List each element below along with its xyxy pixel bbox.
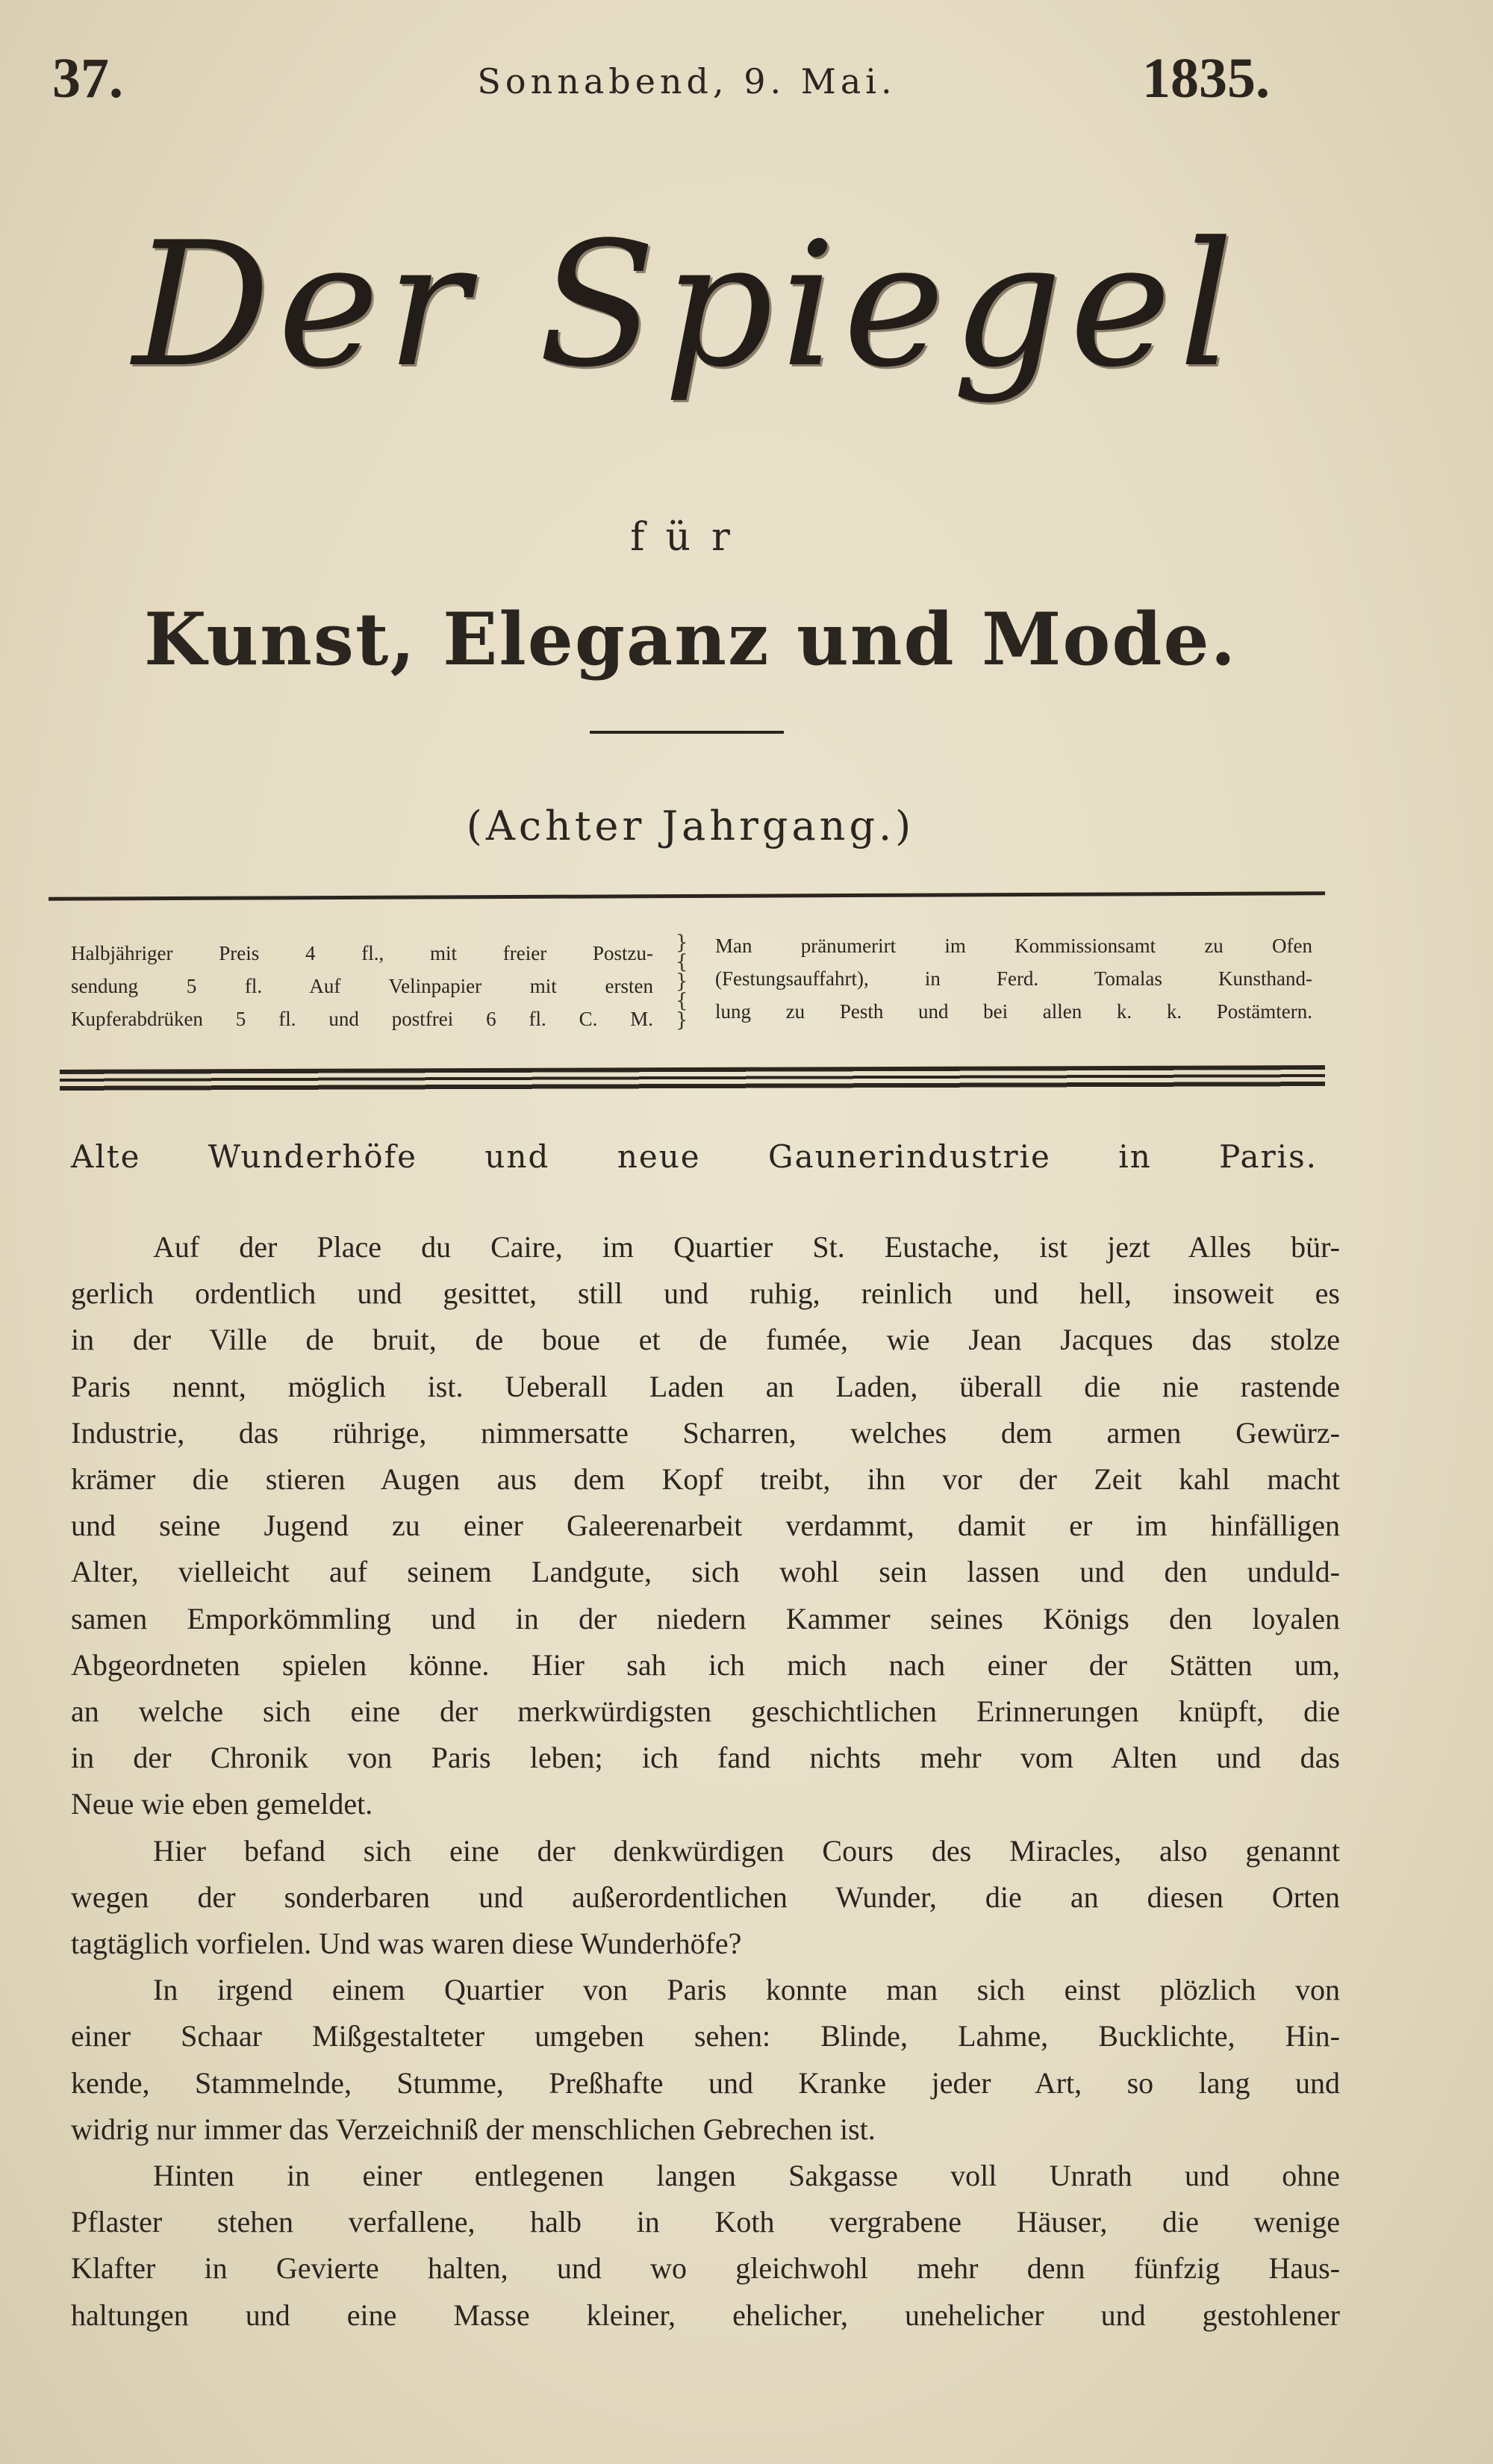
subscription-line: Man pränumerirt im Kommissionsamt zu Ofen <box>715 935 1312 957</box>
article-line: samen Emporkömmling und in der niedern Kammer seines Königs den loyalen <box>71 1601 1340 1635</box>
article-line: In irgend einem Quartier von Paris konnte man sich einst plözlich von <box>153 1973 1340 2007</box>
divider <box>590 731 784 734</box>
article-line: Industrie, das rührige, nimmersatte Scharren, welches dem armen Gewürz- <box>71 1415 1340 1450</box>
article-line: an welche sich eine der merkwürdigsten geschichtlichen Erinnerungen knüpft, die <box>71 1694 1340 1728</box>
article-line: Auf der Place du Caire, im Quartier St. Eustache, ist jezt Alles bür- <box>153 1230 1340 1264</box>
double-rule <box>60 1065 1325 1095</box>
subscription-line: lung zu Pesth und bei allen k. k. Postämtern. <box>715 1000 1312 1023</box>
article-line: gerlich ordentlich und gesittet, still und ruhig, reinlich und hell, insoweit es <box>71 1276 1340 1311</box>
masthead-fuer: für <box>630 515 751 560</box>
article-line: Klafter in Gevierte halten, und wo gleichwohl mehr denn fünfzig Haus- <box>71 2251 1340 2286</box>
article-line: widrig nur immer das Verzeichniß der menschlichen Gebrechen ist. <box>71 2112 876 2146</box>
masthead-title: Der Spiegel <box>132 206 1241 405</box>
subscription-info <box>715 929 1312 1028</box>
article-headline: Alte Wunderhöfe und neue Gaunerindustrie in Paris. <box>71 1138 1318 1175</box>
article-line: Hinten in einer entlegenen langen Sakgasse voll Unrath und ohne <box>153 2159 1340 2192</box>
article-line: und seine Jugend zu einer Galeerenarbeit verdammt, damit er im hinfälligen <box>71 1509 1340 1543</box>
subscription-line: (Festungsauffahrt), in Ferd. Tomalas Kunsthand- <box>715 967 1312 990</box>
article-line: Neue wie eben gemeldet. <box>71 1787 373 1821</box>
price-line: Kupferabdrüken 5 fl. und postfrei 6 fl. C. M. <box>71 1008 653 1030</box>
article-line: Pflaster stehen verfallene, halb in Koth vergrabene Häuser, die wenige <box>71 2205 1340 2239</box>
price-line: Halbjähriger Preis 4 fl., mit freier Postzu- <box>71 942 653 964</box>
article-line: in der Chronik von Paris leben; ich fand nichts mehr vom Alten und das <box>71 1741 1340 1775</box>
price-info <box>71 937 653 1035</box>
article-line: tagtäglich vorfielen. Und was waren diese Wunderhöfe? <box>71 1927 742 1960</box>
article-line: einer Schaar Mißgestalteter umgeben sehen: Blinde, Lahme, Bucklichte, Hin- <box>71 2019 1340 2053</box>
issue-date: Sonnabend, 9. Mai. <box>477 61 897 102</box>
issue-number: 37. <box>52 47 123 110</box>
article-line: haltungen und eine Masse kleiner, ehelicher, unehelicher und gestohlener <box>71 2298 1340 2332</box>
article-line: krämer die stieren Augen aus dem Kopf treibt, ihn vor der Zeit kahl macht <box>71 1462 1340 1496</box>
volume-label: (Achter Jahrgang.) <box>466 802 915 849</box>
article-line: Hier befand sich eine der denkwürdigen Cours des Miracles, also genannt <box>153 1833 1340 1868</box>
article-line: wegen der sonderbaren und außerordentlichen Wunder, die an diesen Orten <box>71 1880 1340 1914</box>
brace-ornament: } { } { } <box>676 932 688 1032</box>
article-line: Paris nennt, möglich ist. Ueberall Laden an Laden, überall die nie rastende <box>71 1369 1340 1403</box>
article-line: Abgeordneten spielen könne. Hier sah ich mich nach einer der Stätten um, <box>71 1647 1340 1682</box>
article-line: in der Ville de bruit, de boue et de fumée, wie Jean Jacques das stolze <box>71 1323 1340 1357</box>
divider <box>49 891 1325 900</box>
masthead-subtitle: Kunst, Eleganz und Mode. <box>144 597 1237 682</box>
article-line: Alter, vielleicht auf seinem Landgute, sich wohl sein lassen und den unduld- <box>71 1555 1340 1589</box>
issue-year: 1835. <box>1142 47 1270 110</box>
article-line: kende, Stammelnde, Stumme, Preßhafte und Kranke jeder Art, so lang und <box>71 2065 1340 2100</box>
price-line: sendung 5 fl. Auf Velinpapier mit ersten <box>71 975 653 997</box>
